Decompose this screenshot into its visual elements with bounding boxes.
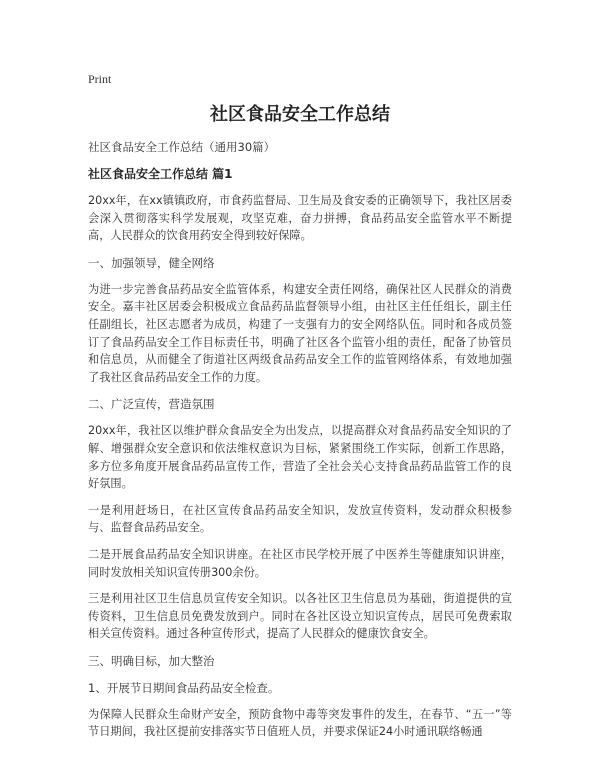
document-content xyxy=(88,70,512,741)
section-paragraph-1: 为进一步完善食品药品安全监管体系，构建安全责任网络，确保社区人民群众的消费安全。嘉丰社区居委会积极成立食品药品监督领导小组，由社区主任任组长，副主任任副组长，社区志愿者为成员，构建了一支强有力的安全网络队伍。同时和各成员签订了食品药品安全工作目标责任书，明确了社区各个监管小组的责任，配备了协管员和信息员，从而健全了街道社区两级食品药品安全工作的监管网络体系，有效地加强了我社区食品药品安全工作的力度。 xyxy=(88,282,512,384)
intro-paragraph: 20xx年，在xx镇镇政府，市食药监督局、卫生局及食安委的正确领导下，我社区居委会深入贯彻落实科学发展观，攻坚克难，奋力拼搏，食品药品安全监管水平不断提高，人民群众的饮食用药安全得到较好保障。 xyxy=(88,194,512,243)
subsection-paragraph-1: 为保障人民群众生命财产安全，预防食物中毒等突发事件的发生，在春节、“五一”等节日期间，我社区提前安排落实节日值班人员，并要求保证24小时通讯联络畅通 xyxy=(88,707,512,739)
section-heading-3: 三、明确目标，加大整治 xyxy=(88,653,215,668)
document-subtitle: 社区食品安全工作总结（通用30篇） xyxy=(88,140,276,154)
section-heading-2: 二、广泛宣传，营造氛围 xyxy=(88,397,215,412)
subsection-heading-1: 1、开展节日期间食品药品安全检查。 xyxy=(88,680,280,695)
section-paragraph-2: 20xx年，我社区以维护群众食品安全为出发点，以提高群众对食品药品安全知识的了解、增强群众安全意识和依法维权意识为目标，紧紧围绕工作实际，创新工作思路，多方位多角度开展食品药品宣传工作，营造了全社会关心支持食品药品监管工作的良好氛围。 xyxy=(88,424,512,491)
list-item-2: 二是开展食品药品安全知识讲座。在社区市民学校开展了中医养生等健康知识讲座，同时发放相关知识宣传册300余份。 xyxy=(88,547,512,579)
list-item-3: 三是利用社区卫生信息员宣传安全知识。以各社区卫生信息员为基础，街道提供的宣传资料，卫生信息员免费发放到户。同时在各社区设立知识宣传点，居民可免费索取相关宣传资料。通过各种宣传形式，提高了人民群众的健康饮食安全。 xyxy=(88,592,512,641)
document-title: 社区食品安全工作总结 xyxy=(210,104,390,125)
section-heading-1: 一、加强领导，健全网络 xyxy=(88,255,215,270)
chapter-title: 社区食品安全工作总结 篇1 xyxy=(88,167,233,181)
print-label: Print xyxy=(88,72,112,86)
list-item-1: 一是利用赶场日，在社区宣传食品药品安全知识，发放宣传资料，发动群众积极参与、监督食品药品安全。 xyxy=(88,503,512,535)
